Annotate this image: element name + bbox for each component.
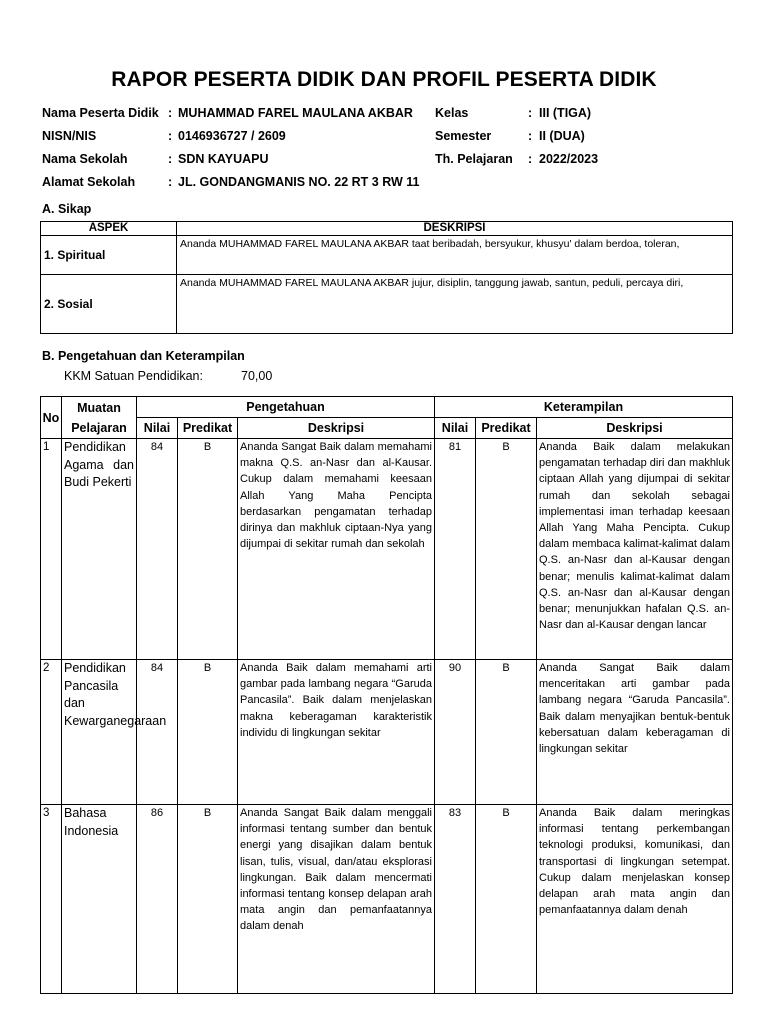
subject-name: Pendidikan Pancasila dan Kewarganegaraan bbox=[62, 660, 137, 805]
row-no: 2 bbox=[41, 660, 62, 805]
year-label: Th. Pelajaran bbox=[435, 152, 513, 166]
student-name: MUHAMMAD FAREL MAULANA AKBAR bbox=[178, 106, 413, 120]
k-predikat: B bbox=[476, 805, 537, 994]
col-predikat: Predikat bbox=[178, 418, 238, 439]
p-nilai: 84 bbox=[137, 439, 178, 660]
p-nilai: 84 bbox=[137, 660, 178, 805]
sikap-heading: A. Sikap bbox=[42, 202, 92, 216]
col-aspek: ASPEK bbox=[41, 222, 177, 236]
k-predikat: B bbox=[476, 660, 537, 805]
colon: : bbox=[528, 129, 533, 143]
school-address: JL. GONDANGMANIS NO. 22 RT 3 RW 11 bbox=[178, 175, 420, 189]
aspek-cell: 1. Spiritual bbox=[41, 236, 177, 275]
colon: : bbox=[528, 106, 533, 120]
k-nilai: 81 bbox=[435, 439, 476, 660]
aspek-cell: 2. Sosial bbox=[41, 275, 177, 334]
row-no: 3 bbox=[41, 805, 62, 994]
semester-value: II (DUA) bbox=[539, 129, 585, 143]
col-no: No bbox=[41, 397, 62, 439]
k-nilai: 83 bbox=[435, 805, 476, 994]
sikap-table bbox=[40, 221, 733, 334]
k-deskripsi: Ananda Baik dalam melakukan pengamatan terhadap diri dan makhluk ciptaan Allah yang dijumpai di sekitar rumah dan sekolah sebagai implementasi iman terhadap keesaan Allah Yang Maha Pencipta. Cukup dalam membaca kalimat-kalimat dalam Q.S. an-Nasr dan al-Kausar dengan benar; menulis kalimat-kalimat dalam Q.S. an-Nasr dan al-Kausar dengan benar; menunjukkan hafalan Q.S. an-Nasr dan al-Kausar dengan lancar bbox=[537, 439, 733, 660]
subject-name: Bahasa Indonesia bbox=[62, 805, 137, 994]
pengetahuan-heading: B. Pengetahuan dan Keterampilan bbox=[42, 349, 245, 363]
class-label: Kelas bbox=[435, 106, 469, 120]
kkm-label: KKM Satuan Pendidikan: bbox=[64, 369, 203, 383]
colon: : bbox=[168, 129, 173, 143]
table-row bbox=[41, 275, 733, 334]
col-pengetahuan: Pengetahuan bbox=[137, 397, 435, 418]
deskripsi-cell: Ananda MUHAMMAD FAREL MAULANA AKBAR taat beribadah, bersyukur, khusyu' dalam berdoa, toleran, bbox=[177, 236, 733, 275]
year-value: 2022/2023 bbox=[539, 152, 599, 166]
col-keterampilan: Keterampilan bbox=[435, 397, 733, 418]
address-label: Alamat Sekolah bbox=[42, 175, 136, 189]
col-deskripsi: Deskripsi bbox=[537, 418, 733, 439]
table-row bbox=[41, 439, 733, 660]
report-title: RAPOR PESERTA DIDIK DAN PROFIL PESERTA DIDIK bbox=[111, 68, 657, 91]
p-predikat: B bbox=[178, 439, 238, 660]
k-deskripsi: Ananda Sangat Baik dalam menceritakan arti gambar pada lambang negara “Garuda Pancasila”. Baik dalam menyajikan bentuk-bentuk kebersatuan dalam keberagaman di lingkungan sekitar bbox=[537, 660, 733, 805]
p-predikat: B bbox=[178, 805, 238, 994]
nisn-label: NISN/NIS bbox=[42, 129, 97, 143]
row-no: 1 bbox=[41, 439, 62, 660]
p-deskripsi: Ananda Sangat Baik dalam menggali informasi tentang sumber dan bentuk energi yang disajikan dalam bentuk lisan, tulis, visual, dan/atau eksplorasi lingkungan. Baik dalam mencermati informasi tentang konsep delapan arah mata angin dan pemanfaatannya dalam denah bbox=[238, 805, 435, 994]
colon: : bbox=[168, 152, 173, 166]
col-predikat: Predikat bbox=[476, 418, 537, 439]
p-predikat: B bbox=[178, 660, 238, 805]
k-predikat: B bbox=[476, 439, 537, 660]
kkm-value: 70,00 bbox=[241, 369, 273, 383]
col-deskripsi: DESKRIPSI bbox=[177, 222, 733, 236]
nilai-table bbox=[40, 396, 733, 994]
deskripsi-cell: Ananda MUHAMMAD FAREL MAULANA AKBAR jujur, disiplin, tanggung jawab, santun, peduli, percaya diri, bbox=[177, 275, 733, 334]
student-nisn: 0146936727 / 2609 bbox=[178, 129, 286, 143]
school-name: SDN KAYUAPU bbox=[178, 152, 269, 166]
p-deskripsi: Ananda Sangat Baik dalam memahami makna Q.S. an-Nasr dan al-Kausar. Cukup dalam memahami keesaan Allah Yang Maha Pencipta berdasarkan pengamatan terhadap dirinya dan makhluk ciptaan-Nya yang dijumpai di sekitar rumah dan sekolah bbox=[238, 439, 435, 660]
col-nilai: Nilai bbox=[137, 418, 178, 439]
table-row bbox=[41, 660, 733, 805]
colon: : bbox=[168, 106, 173, 120]
school-label: Nama Sekolah bbox=[42, 152, 128, 166]
k-nilai: 90 bbox=[435, 660, 476, 805]
col-nilai: Nilai bbox=[435, 418, 476, 439]
colon: : bbox=[168, 175, 173, 189]
col-deskripsi: Deskripsi bbox=[238, 418, 435, 439]
col-muatan: Muatan Pelajaran bbox=[62, 397, 137, 439]
p-nilai: 86 bbox=[137, 805, 178, 994]
colon: : bbox=[528, 152, 533, 166]
name-label: Nama Peserta Didik bbox=[42, 106, 159, 120]
class-value: III (TIGA) bbox=[539, 106, 592, 120]
subject-name: Pendidikan Agama dan Budi Pekerti bbox=[62, 439, 137, 660]
semester-label: Semester bbox=[435, 129, 492, 143]
k-deskripsi: Ananda Baik dalam meringkas informasi tentang perkembangan teknologi produksi, komunikasi, dan transportasi di lingkungan setempat. Cukup dalam menjelaskan konsep delapan arah mata angin dan pemanfaatannya dalam denah bbox=[537, 805, 733, 994]
p-deskripsi: Ananda Baik dalam memahami arti gambar pada lambang negara “Garuda Pancasila”. Baik dalam menjelaskan makna keberagaman karakteristik individu di lingkungan sekitar bbox=[238, 660, 435, 805]
table-row bbox=[41, 236, 733, 275]
table-row bbox=[41, 805, 733, 994]
